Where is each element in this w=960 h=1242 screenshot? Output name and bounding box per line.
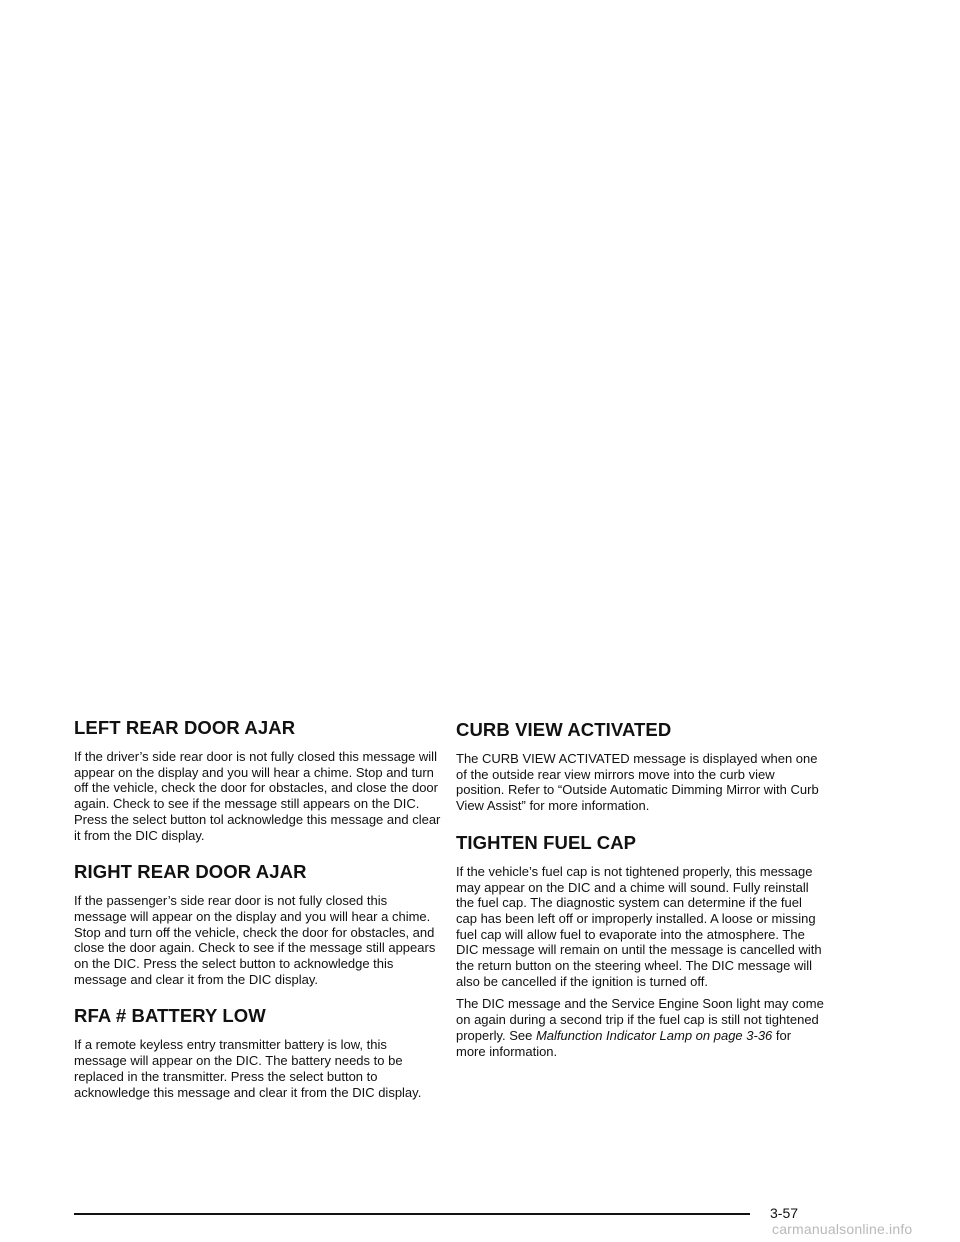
section-body: If a remote keyless entry transmitter battery is low, this message will appear on the DIC. The battery needs to be replaced in the transmitter. Press the select button to acknowledge this message and clear it from the DIC display. xyxy=(74,1037,422,1100)
page-number: 3-57 xyxy=(770,1205,799,1221)
cross-reference-link[interactable]: Malfunction Indicator Lamp on page 3-36 xyxy=(535,1027,773,1043)
section-curb-view-activated xyxy=(456,719,824,814)
left-column xyxy=(74,717,442,1107)
section-heading: TIGHTEN FUEL CAP xyxy=(456,831,637,853)
watermark: carmanualsonline.info xyxy=(772,1221,913,1237)
section-heading: RIGHT REAR DOOR AJAR xyxy=(74,861,307,883)
body-text: for more information. xyxy=(456,1027,792,1059)
section-heading: LEFT REAR DOOR AJAR xyxy=(74,717,296,738)
section-rfa-battery-low xyxy=(74,1005,442,1100)
section-body: If the vehicle’s fuel cap is not tightened properly, this message may appear on the DIC and a chime will sound. Fully reinstall the fuel cap. The diagnostic system can determine if the fuel cap has been left off or improperly installed. A loose or missing fuel cap will allow fuel to evaporate into the atmosphere. The DIC message will remain on until the message is cancelled with the return button on the steering wheel. The DIC message will also be cancelled if the ignition is turned off. xyxy=(456,863,822,989)
body-text: The DIC message and the Service Engine Soon light may come on again during a second trip if the fuel cap is still not tightened properly. See xyxy=(456,996,824,1043)
section-left-rear-door-ajar xyxy=(74,717,442,843)
section-body-secondary xyxy=(456,996,824,1059)
section-heading: CURB VIEW ACTIVATED xyxy=(456,719,672,740)
section-body: If the driver’s side rear door is not fully closed this message will appear on the display and you will hear a chime. Stop and turn off the vehicle, check the door for obstacles, and close the door again. Check to see if the message still appears on the DIC. Press the select button tol acknowledge this message and clear it from the DIC display. xyxy=(74,749,441,843)
section-heading: RFA # BATTERY LOW xyxy=(74,1005,266,1027)
section-right-rear-door-ajar xyxy=(74,861,442,987)
section-body: The CURB VIEW ACTIVATED message is displayed when one of the outside rear view mirrors move into the curb view position. Refer to “Outside Automatic Dimming Mirror with Curb View Assist” for more information. xyxy=(456,751,819,814)
right-column xyxy=(456,717,824,1066)
footer-rule xyxy=(74,1213,750,1215)
section-tighten-fuel-cap xyxy=(456,832,824,1059)
section-body: If the passenger’s side rear door is not fully closed this message will appear on the display and you will hear a chime. Stop and turn off the vehicle, check the door for obstacles, and close the door again. Check to see if the message still appears on the DIC. Press the select button to acknowledge this message and clear it from the DIC display. xyxy=(74,893,436,987)
